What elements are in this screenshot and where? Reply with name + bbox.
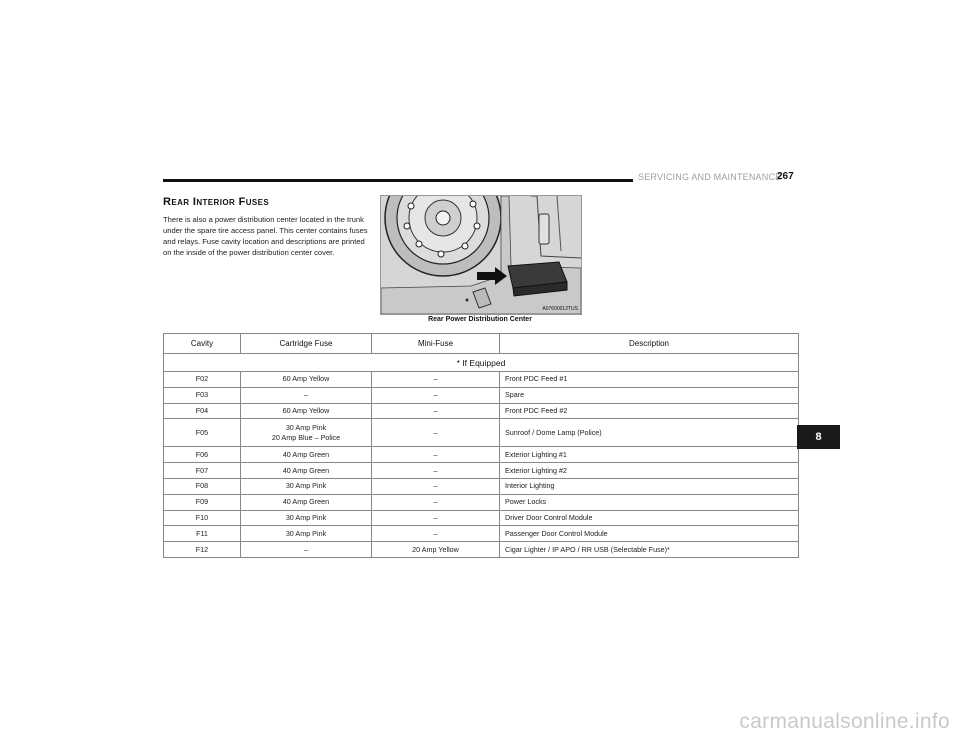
cell-mini: –	[372, 463, 500, 479]
cell-cartridge: –	[241, 542, 372, 558]
cell-cavity: F12	[164, 542, 241, 558]
cell-cartridge: 30 Amp Pink	[241, 510, 372, 526]
cell-cavity: F05	[164, 419, 241, 447]
cell-mini: –	[372, 372, 500, 388]
section-title: Rear Interior Fuses	[163, 196, 270, 208]
table-row	[164, 372, 799, 388]
cell-cavity: F07	[164, 463, 241, 479]
table-row	[164, 542, 799, 558]
table-row	[164, 419, 799, 447]
table-row	[164, 526, 799, 542]
cartridge-line-1: 30 Amp Pink	[285, 422, 327, 432]
header-description: Description	[500, 334, 799, 354]
table-row	[164, 403, 799, 419]
cell-description: Exterior Lighting #2	[500, 463, 799, 479]
cell-mini: –	[372, 447, 500, 463]
table-row	[164, 478, 799, 494]
cell-cavity: F10	[164, 510, 241, 526]
cell-mini: –	[372, 510, 500, 526]
cell-cartridge: 30 Amp Pink	[241, 526, 372, 542]
cell-cartridge: 60 Amp Yellow	[241, 403, 372, 419]
table-row	[164, 510, 799, 526]
cell-mini: 20 Amp Yellow	[372, 542, 500, 558]
rear-pdc-figure	[380, 195, 582, 315]
table-row	[164, 387, 799, 403]
header-cartridge-fuse: Cartridge Fuse	[241, 334, 372, 354]
page-number: 267	[777, 171, 794, 182]
cell-cartridge: 60 Amp Yellow	[241, 372, 372, 388]
cell-mini: –	[372, 494, 500, 510]
header-rule	[163, 179, 633, 182]
cell-description: Interior Lighting	[500, 478, 799, 494]
cell-cavity: F03	[164, 387, 241, 403]
header-mini-fuse: Mini-Fuse	[372, 334, 500, 354]
cell-description: Front PDC Feed #1	[500, 372, 799, 388]
chapter-tab: 8	[797, 425, 840, 449]
cell-description: Driver Door Control Module	[500, 510, 799, 526]
header-cavity: Cavity	[164, 334, 241, 354]
table-row	[164, 463, 799, 479]
cell-cartridge: 30 Amp Pink	[241, 478, 372, 494]
cell-cartridge: –	[241, 387, 372, 403]
cell-description: Exterior Lighting #1	[500, 447, 799, 463]
cell-mini: –	[372, 387, 500, 403]
cell-description: Sunroof / Dome Lamp (Police)	[500, 419, 799, 447]
cell-description: Power Locks	[500, 494, 799, 510]
figure-code: A07600012TUS	[542, 306, 578, 312]
table-note-row	[164, 354, 799, 372]
cell-cartridge: 40 Amp Green	[241, 463, 372, 479]
cell-cavity: F02	[164, 372, 241, 388]
cell-cartridge	[241, 419, 372, 447]
cell-mini: –	[372, 526, 500, 542]
cell-cartridge: 40 Amp Green	[241, 494, 372, 510]
cell-description: Passenger Door Control Module	[500, 526, 799, 542]
cell-description: Cigar Lighter / IP APO / RR USB (Selectable Fuse)*	[500, 542, 799, 558]
intro-paragraph: There is also a power distribution center located in the trunk under the spare tire access panel. This center contains fuses and relays. Fuse cavity location and descriptions are printed on the inside of the power distribution center cover.	[163, 215, 368, 257]
cell-cavity: F09	[164, 494, 241, 510]
watermark-text: carmanualsonline.info	[739, 710, 950, 733]
table-header-row	[164, 334, 799, 354]
table-row	[164, 447, 799, 463]
cell-cavity: F11	[164, 526, 241, 542]
cell-cavity: F06	[164, 447, 241, 463]
table-row	[164, 494, 799, 510]
cell-mini: –	[372, 419, 500, 447]
cell-description: Spare	[500, 387, 799, 403]
cell-cartridge: 40 Amp Green	[241, 447, 372, 463]
cell-cavity: F08	[164, 478, 241, 494]
rear-fuse-table	[163, 333, 799, 558]
running-header-section: SERVICING AND MAINTENANCE	[638, 172, 782, 182]
cell-mini: –	[372, 478, 500, 494]
figure-caption: Rear Power Distribution Center	[428, 316, 532, 323]
cartridge-line-2: 20 Amp Blue – Police	[271, 432, 341, 442]
cell-description: Front PDC Feed #2	[500, 403, 799, 419]
rear-pdc-illustration	[381, 196, 581, 314]
cell-mini: –	[372, 403, 500, 419]
cell-cavity: F04	[164, 403, 241, 419]
if-equipped-note: * If Equipped	[164, 354, 799, 372]
